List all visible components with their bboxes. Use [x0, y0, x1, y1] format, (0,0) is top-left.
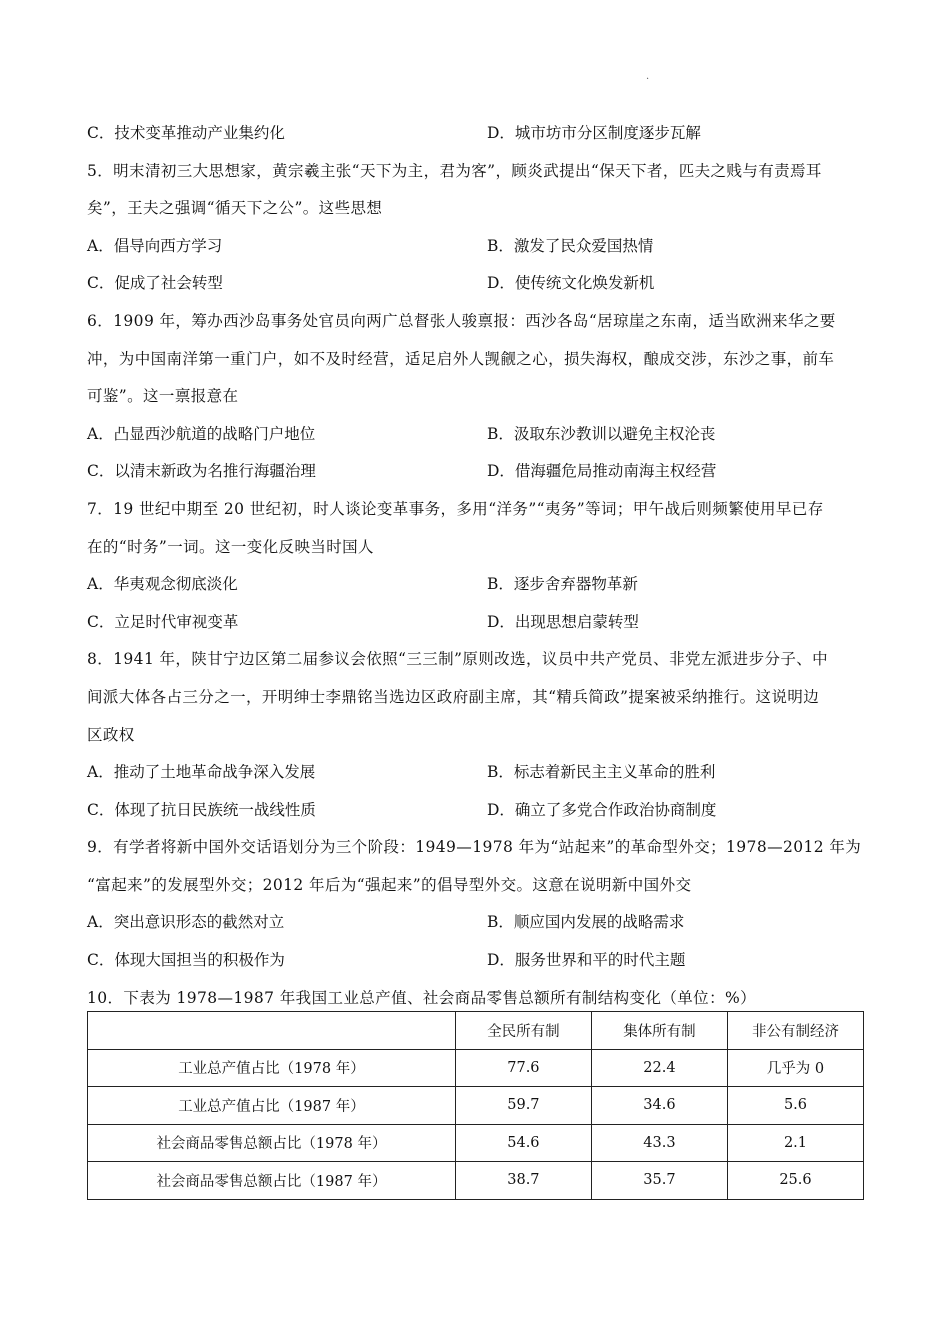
q6-options-row [87, 458, 863, 496]
table-row [88, 1124, 864, 1162]
table-header-cell: 非公有制经济 [727, 1012, 863, 1050]
q5-options-row [87, 233, 863, 271]
table-header-row [88, 1012, 864, 1050]
q9-stem-line: 9．有学者将新中国外交话语划分为三个阶段：1949—1978 年为“站起来”的革命型外交；1978—2012 年为 [87, 838, 862, 857]
table-cell: 59.7 [455, 1087, 591, 1125]
q4-options [87, 120, 863, 158]
table-row [88, 1049, 864, 1087]
q5-option-d[interactable]: D．使传统文化焕发新机 [487, 274, 655, 293]
q9-option-a[interactable]: A．突出意识形态的截然对立 [87, 913, 285, 932]
table-cell: 5.6 [727, 1087, 863, 1125]
q5-options-row [87, 270, 863, 308]
table-cell: 43.3 [591, 1124, 727, 1162]
table-cell: 77.6 [455, 1049, 591, 1087]
exam-page [87, 120, 863, 1022]
table-cell: 35.7 [591, 1162, 727, 1200]
table-row [88, 1087, 864, 1125]
table-cell: 25.6 [727, 1162, 863, 1200]
q9-stem-line: “富起来”的发展型外交；2012 年后为“强起来”的倡导型外交。这意在说明新中国外交 [87, 875, 692, 894]
question-7 [87, 496, 863, 646]
header-mark: · [646, 74, 650, 85]
table-row-label: 工业总产值占比（1978 年） [88, 1049, 456, 1087]
q8-option-a[interactable]: A．推动了土地革命战争深入发展 [87, 763, 316, 782]
table-header-cell: 全民所有制 [455, 1012, 591, 1050]
q6-option-c[interactable]: C．以清末新政为名推行海疆治理 [87, 462, 316, 481]
q6-stem-line: 冲，为中国南洋第一重门户，如不及时经营，适足启外人觊觎之心，损失海权，酿成交涉，东沙之事，前车 [87, 349, 835, 368]
q9-option-d[interactable]: D．服务世界和平的时代主题 [487, 951, 686, 970]
q10-stem: 10．下表为 1978—1987 年我国工业总产值、社会商品零售总额所有制结构变化（单位：%） [87, 988, 757, 1007]
q4-option-c[interactable]: C．技术变革推动产业集约化 [87, 124, 285, 142]
q4-option-d[interactable]: D．城市坊市分区制度逐步瓦解 [487, 124, 701, 142]
table-cell: 2.1 [727, 1124, 863, 1162]
q7-option-a[interactable]: A．华夷观念彻底淡化 [87, 575, 238, 594]
question-9 [87, 834, 863, 984]
table-cell: 38.7 [455, 1162, 591, 1200]
q6-stem-line: 可鉴”。这一禀报意在 [87, 387, 239, 406]
ownership-structure-table [87, 1011, 864, 1200]
q5-stem-line: 矣”，王夫之强调“循天下之公”。这些思想 [87, 199, 383, 218]
table-row-label: 工业总产值占比（1987 年） [88, 1087, 456, 1125]
q7-option-c[interactable]: C．立足时代审视变革 [87, 612, 239, 631]
question-5 [87, 158, 863, 308]
q8-option-b[interactable]: B．标志着新民主主义革命的胜利 [487, 763, 716, 782]
q8-stem-line: 间派大体各占三分之一，开明绅士李鼎铭当选边区政府副主席，其“精兵简政”提案被采纳推行。这说明边 [87, 687, 820, 706]
q8-option-d[interactable]: D．确立了多党合作政治协商制度 [487, 800, 717, 819]
table-row-label: 社会商品零售总额占比（1978 年） [88, 1124, 456, 1162]
q7-options-row [87, 609, 863, 647]
q6-options-row [87, 421, 863, 459]
q7-options-row [87, 571, 863, 609]
table-cell: 几乎为 0 [727, 1049, 863, 1087]
table-row [88, 1162, 864, 1200]
q8-options-row [87, 797, 863, 835]
table-header-cell: 集体所有制 [591, 1012, 727, 1050]
table-cell: 54.6 [455, 1124, 591, 1162]
q6-option-d[interactable]: D．借海疆危局推动南海主权经营 [487, 462, 717, 481]
q8-stem-line: 区政权 [87, 725, 135, 744]
q8-option-c[interactable]: C．体现了抗日民族统一战线性质 [87, 800, 316, 819]
q9-options-row [87, 947, 863, 985]
q9-option-c[interactable]: C．体现大国担当的积极作为 [87, 951, 285, 970]
q7-stem-line: 在的“时务”一词。这一变化反映当时国人 [87, 537, 374, 556]
q5-stem-line: 5．明末清初三大思想家，黄宗羲主张“天下为主，君为客”，顾炎武提出“保天下者，匹夫之贱与有责焉耳 [87, 161, 822, 180]
q5-option-a[interactable]: A．倡导向西方学习 [87, 236, 223, 255]
q6-option-a[interactable]: A．凸显西沙航道的战略门户地位 [87, 424, 316, 443]
q7-option-b[interactable]: B．逐步舍弃器物革新 [487, 575, 638, 594]
table-row-label: 社会商品零售总额占比（1987 年） [88, 1162, 456, 1200]
q7-option-d[interactable]: D．出现思想启蒙转型 [487, 612, 639, 631]
q8-stem-line: 8．1941 年，陕甘宁边区第二届参议会依照“三三制”原则改选，议员中共产党员、非党左派进步分子、中 [87, 650, 829, 669]
table-header-cell [88, 1012, 456, 1050]
q5-option-b[interactable]: B．激发了民众爱国热情 [487, 236, 654, 255]
question-8 [87, 646, 863, 834]
q6-stem-line: 6．1909 年，筹办西沙岛事务处官员向两广总督张人骏禀报：西沙各岛“居琼崖之东南，适当欧洲来华之要 [87, 311, 836, 330]
q8-options-row [87, 759, 863, 797]
question-6 [87, 308, 863, 496]
table-cell: 34.6 [591, 1087, 727, 1125]
q7-stem-line: 7．19 世纪中期至 20 世纪初，时人谈论变革事务，多用“洋务”“夷务”等词；甲午战后则频繁使用早已存 [87, 499, 824, 518]
q9-options-row [87, 909, 863, 947]
q5-option-c[interactable]: C．促成了社会转型 [87, 274, 223, 293]
q6-option-b[interactable]: B．汲取东沙教训以避免主权沦丧 [487, 424, 716, 443]
table-cell: 22.4 [591, 1049, 727, 1087]
q9-option-b[interactable]: B．顺应国内发展的战略需求 [487, 913, 685, 932]
